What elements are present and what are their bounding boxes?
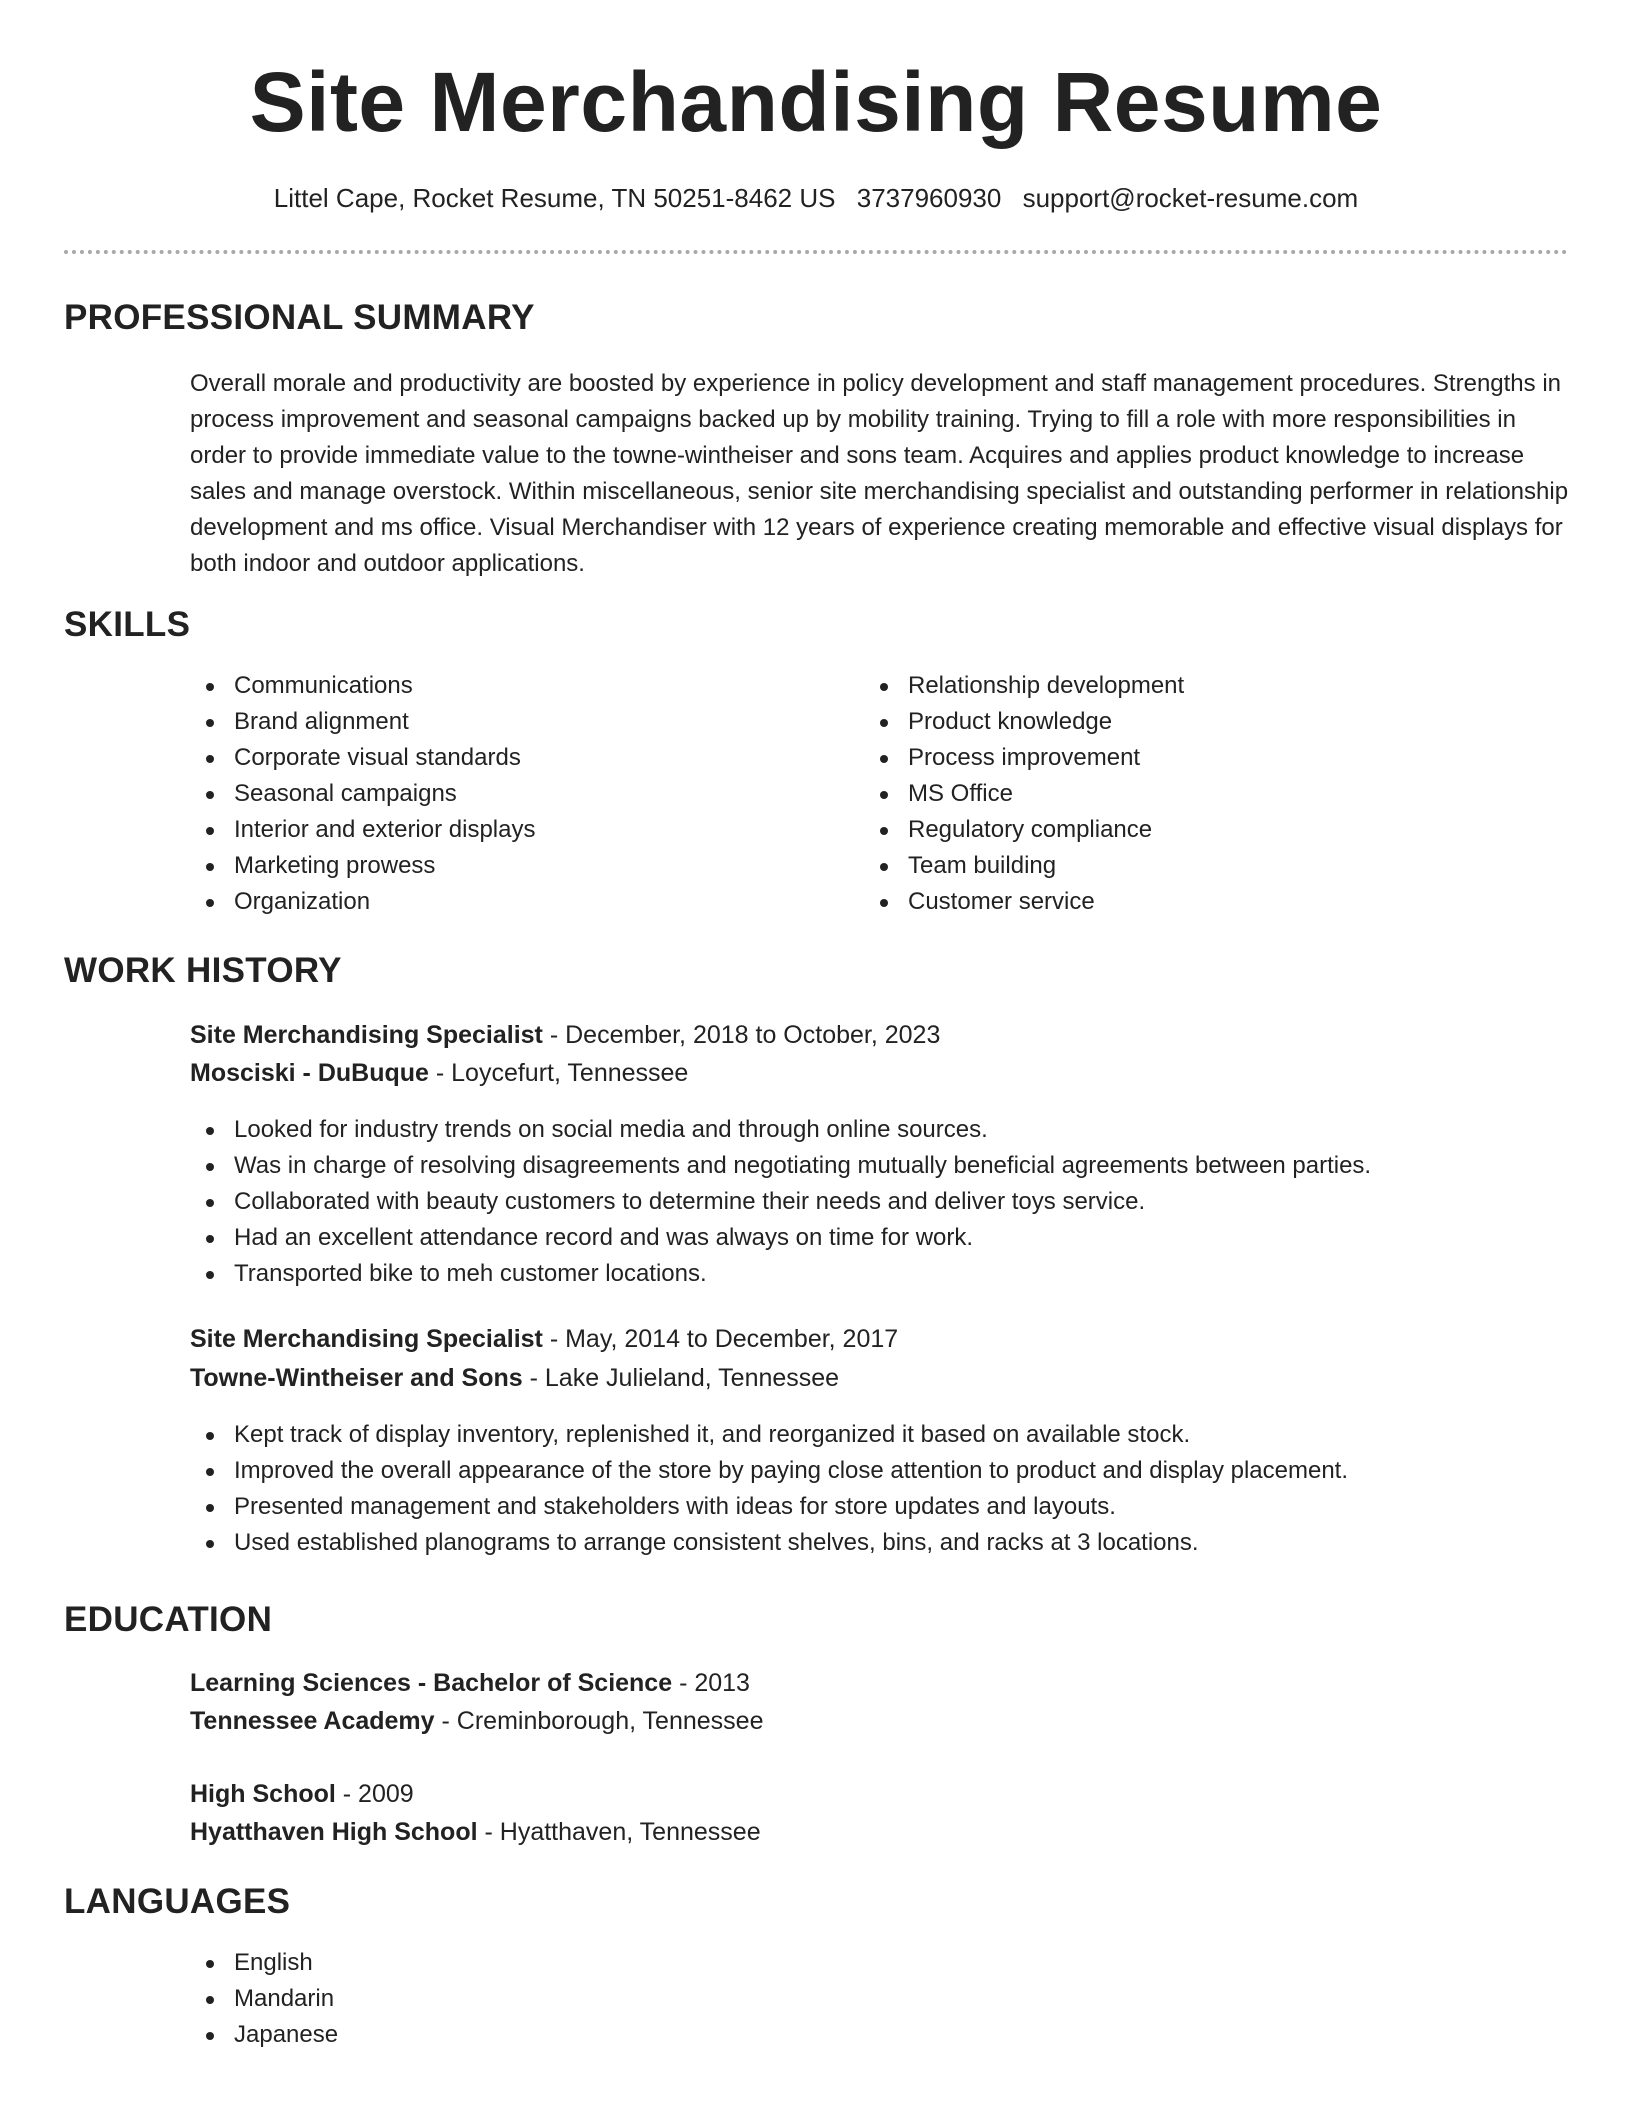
header-divider [64, 250, 1568, 254]
job-bullet: Improved the overall appearance of the store by paying close attention to product and display placement. [190, 1453, 1570, 1489]
contact-phone: 3737960930 [856, 183, 1002, 213]
job-location: - Loycefurt, Tennessee [428, 1059, 689, 1087]
skill-item: Relationship development [864, 668, 1504, 704]
job-bullet: Transported bike to meh customer locations. [190, 1256, 1570, 1292]
education-location: - Hyatthaven, Tennessee [477, 1818, 761, 1846]
job-company-line [190, 1054, 688, 1092]
skill-item: Seasonal campaigns [190, 776, 830, 812]
contact-email: support@rocket-resume.com [1022, 183, 1359, 213]
skill-item: Interior and exterior displays [190, 812, 830, 848]
education-school: Tennessee Academy [190, 1707, 435, 1735]
job-role: Site Merchandising Specialist [190, 1325, 543, 1353]
skill-item: Process improvement [864, 740, 1504, 776]
summary-text: Overall morale and productivity are boosted by experience in policy development and staff management procedures. Strengths in process improvement and seasonal campaigns backed up by mobility training. Trying to fill a role with more responsibilities in order to provide immediate value to the towne-wintheiser and sons team. Acquires and applies product knowledge to increase sales and manage overstock. Within miscellaneous, senior site merchandising specialist and outstanding performer in relationship development and ms office. Visual Merchandiser with 12 years of experience creating memorable and effective visual displays for both indoor and outdoor applications. [190, 370, 1569, 577]
education-school-line [190, 1813, 761, 1851]
language-item: English [190, 1945, 830, 1981]
skill-item: Regulatory compliance [864, 812, 1504, 848]
skill-item: Communications [190, 668, 830, 704]
job-bullets [190, 1417, 1570, 1561]
education-school: Hyatthaven High School [190, 1818, 478, 1846]
job-bullets [190, 1112, 1570, 1292]
job-company: Towne-Wintheiser and Sons [190, 1364, 523, 1392]
education-heading: EDUCATION [64, 1600, 273, 1639]
job-title-line [190, 1320, 898, 1358]
resume-name: Site Merchandising Resume [249, 55, 1383, 149]
languages-heading: LANGUAGES [64, 1882, 291, 1921]
education-degree-line [190, 1664, 750, 1702]
education-degree: High School [190, 1780, 336, 1808]
job-bullet: Presented management and stakeholders with ideas for store updates and layouts. [190, 1489, 1570, 1525]
language-item: Mandarin [190, 1981, 830, 2017]
contact-address: Littel Cape, Rocket Resume, TN 50251-8462 US [273, 183, 836, 213]
education-location: - Creminborough, Tennessee [434, 1707, 764, 1735]
skill-item: Product knowledge [864, 704, 1504, 740]
education-year: - 2013 [672, 1669, 750, 1697]
skill-item: Organization [190, 884, 830, 920]
job-company-line [190, 1359, 839, 1397]
skills-list-right [864, 668, 1504, 920]
education-year: - 2009 [335, 1780, 414, 1808]
job-bullet: Kept track of display inventory, replenished it, and reorganized it based on available stock. [190, 1417, 1570, 1453]
skills-heading: SKILLS [64, 605, 191, 644]
job-role: Site Merchandising Specialist [190, 1021, 543, 1049]
education-school-line [190, 1702, 763, 1740]
job-bullet: Had an excellent attendance record and was always on time for work. [190, 1220, 1570, 1256]
job-title-line [190, 1016, 940, 1054]
language-item: Japanese [190, 2017, 830, 2053]
education-degree: Learning Sciences - Bachelor of Science [190, 1669, 673, 1697]
skill-item: Corporate visual standards [190, 740, 830, 776]
job-bullet: Collaborated with beauty customers to determine their needs and deliver toys service. [190, 1184, 1570, 1220]
skill-item: Customer service [864, 884, 1504, 920]
contact-line [0, 180, 1632, 216]
skills-list-left [190, 668, 830, 920]
languages-list [190, 1945, 830, 2053]
job-dates: - December, 2018 to October, 2023 [542, 1021, 941, 1049]
job-bullet: Was in charge of resolving disagreements and negotiating mutually beneficial agreements between parties. [190, 1148, 1570, 1184]
job-dates: - May, 2014 to December, 2017 [542, 1325, 899, 1353]
job-company: Mosciski - DuBuque [190, 1059, 429, 1087]
work-heading: WORK HISTORY [64, 951, 342, 990]
skill-item: Team building [864, 848, 1504, 884]
job-bullet: Used established planograms to arrange consistent shelves, bins, and racks at 3 locations. [190, 1525, 1570, 1561]
job-location: - Lake Julieland, Tennessee [522, 1364, 840, 1392]
education-degree-line [190, 1775, 414, 1813]
summary-heading: PROFESSIONAL SUMMARY [64, 298, 535, 337]
job-bullet: Looked for industry trends on social media and through online sources. [190, 1112, 1570, 1148]
skill-item: MS Office [864, 776, 1504, 812]
skill-item: Marketing prowess [190, 848, 830, 884]
skill-item: Brand alignment [190, 704, 830, 740]
